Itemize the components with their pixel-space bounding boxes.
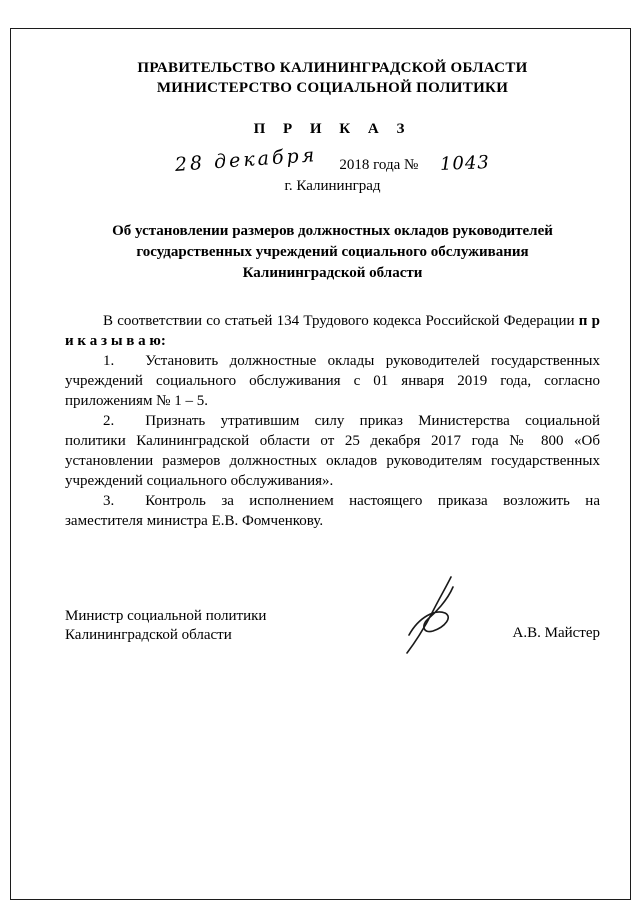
- document-body: [65, 311, 600, 531]
- paragraph-3: [65, 491, 600, 531]
- handwritten-signature-icon: [395, 573, 471, 657]
- doc-type-heading: П Р И К А З: [253, 121, 412, 137]
- paragraph-2-number: 2.: [103, 413, 115, 429]
- signer-position: [65, 607, 266, 645]
- handwritten-date: 28 декабря: [174, 144, 318, 176]
- paragraph-2: [65, 411, 600, 491]
- government-name: ПРАВИТЕЛЬСТВО КАЛИНИНГРАДСКОЙ ОБЛАСТИ: [137, 60, 528, 76]
- document-title: Об установлении размеров должностных окладов руководителей государственных учреждений социального обслуживания Калининградской области: [112, 223, 553, 281]
- ministry-name: МИНИСТЕРСТВО СОЦИАЛЬНОЙ ПОЛИТИКИ: [156, 80, 509, 96]
- paragraph-3-number: 3.: [103, 493, 115, 509]
- prikazyvayu-word: п р и к а з ы в а ю:: [65, 313, 600, 349]
- paragraph-1-text: Установить должностные оклады руководителей государственных учреждений социального обслуживания с 01 января 2019 года, согласно приложениям № 1 – 5.: [65, 353, 600, 409]
- intro-text: В соответствии со статьей 134 Трудового кодекса Российской Федерации: [103, 313, 579, 329]
- paragraph-2-text: Признать утратившим силу приказ Министерства социальной политики Калининградской области от 25 декабря 2017 года № 800 «Об установлении размеров должностных окладов руководителям государственных учреждений социального обслуживания».: [65, 413, 600, 489]
- handwritten-doc-number: 1043: [439, 152, 491, 175]
- date-line: [65, 144, 600, 176]
- paragraph-3-text: Контроль за исполнением настоящего приказа возложить на заместителя министра Е.В. Фомченкову.: [65, 493, 600, 529]
- letterhead: [65, 58, 600, 98]
- city-label: г. Калининград: [284, 178, 381, 194]
- signer-position-line2: Калининградской области: [65, 627, 232, 643]
- printed-date-label: 2018 года №: [339, 157, 419, 173]
- signer-name: А.В. Майстер: [512, 625, 600, 641]
- signer-position-line1: Министр социальной политики: [65, 608, 267, 624]
- signature-block: [65, 587, 600, 687]
- paragraph-1-number: 1.: [103, 353, 115, 369]
- intro-paragraph: [65, 311, 600, 351]
- paragraph-1: [65, 351, 600, 411]
